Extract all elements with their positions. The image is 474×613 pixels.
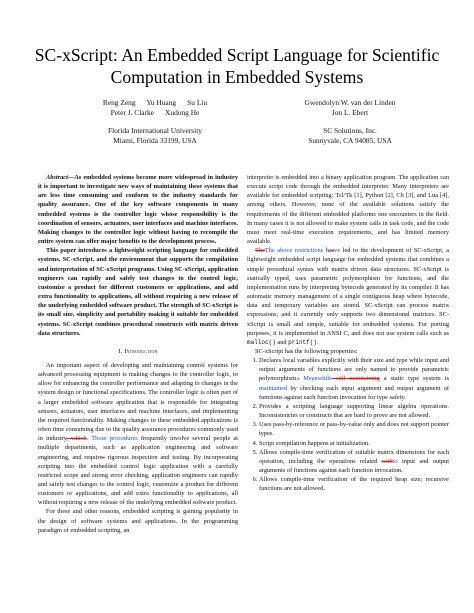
list-item: 2. Provides a scripting language supporting linear algebra operations. Inconsistencies or constructs that are hard to prove are not allowed.	[259, 402, 449, 420]
paper-title: SC-xScript: An Embedded Script Language for Scientific Computation in Embedded Systems	[34, 45, 440, 87]
authors-block-left	[60, 98, 250, 146]
inserted-text: to	[392, 457, 398, 465]
author-names-line2: Peter J. Clarke Xudong He	[110, 108, 200, 117]
authors-block-right	[270, 98, 430, 146]
text-run: rigorous inspection and testing. By incorporating scripting into the embedded control logic application with a carefully restricted scope and strong error checking, application engineers can rapidly and safely test changes to the control logic, customize a product for different customers or applications, and add extra functionality to applications, all without requiring a new release of the underlying embedded software product.	[38, 453, 238, 507]
affiliation-2-address: Sunnyvale, CA 94085, USA	[308, 136, 392, 145]
body-paragraph-1: interpreter is embedded into a binary application program. The application can execute script code through the embedded interpreter. Many interpreters are available for embedded scripting: Tcl/Tk [1], Python [2], Ch [3], and Lua [4], among others. However, none of the available solutions satisfy the requirements of the different embedded platforms one encounters in the field. In many cases it is not allowed to make system calls in task code, and the code must meet real-time execution requirements, and has limited memory available.	[247, 174, 449, 246]
text-run: .	[316, 338, 319, 346]
deleted-text: still maintaining	[331, 375, 380, 383]
deleted-text: s	[331, 247, 335, 255]
deleted-text: ,	[297, 375, 300, 383]
deleted-text: s	[102, 453, 105, 461]
deleted-text: with	[381, 457, 393, 465]
affiliation-2: SC Solutions, Inc.	[323, 126, 377, 135]
intro-paragraph-2: For these and other reasons, embedded scripting is gaining popularity in the design of software systems and applications. In the programming paradigm of embedded scripting, an	[38, 508, 238, 534]
left-column	[38, 173, 238, 535]
text-run: by checking each input argument and output argument of functions against each function invocation for type safety.	[259, 384, 449, 401]
inserted-text: Meanwhile	[299, 375, 332, 383]
code-malloc: malloc()	[247, 338, 276, 346]
inserted-text: maintained	[259, 384, 288, 392]
inserted-text: ve	[334, 247, 341, 255]
list-item: 6. Allows compile-time verification of the required heap size; recursive functions are not allowed.	[259, 475, 449, 493]
text-run: input and output arguments of functions against each function invocation.	[259, 457, 449, 474]
abstract-paragraph-1	[38, 173, 238, 246]
list-item: 3. Uses pass-by-reference or pass-by-value only and does not support pointer types.	[259, 420, 449, 438]
affiliation-1: Florida International University	[107, 126, 202, 135]
author-names-line2: Jon L. Ebert	[331, 108, 369, 117]
abstract-paragraph-2: This paper introduces a lightweight scripting language for embedded systems, SC-xScript, and the environment that supports the compilation and interpretation of SC-xScript programs. Using SC-xScript, application engineers can rapidly and safely test changes to the control logic, customize a product for different customers or applications, and add extra functionality to applications, all without requiring a new release of the underlying embedded software product. The strength of SC-xScript is its small size, simplicity and portability making it suitable for embedded systems. SC-xScript combines procedural constructs with matrix driven data structures.	[38, 247, 238, 337]
properties-intro: SC-xScript has the following properties:	[255, 347, 358, 355]
text-run: ha	[323, 247, 332, 255]
affiliation-1-address: Miami, Florida 33199, USA	[113, 136, 197, 145]
author-names-line1: Gwendolyn W. van der Linden	[304, 98, 396, 107]
text-run: and	[275, 338, 289, 346]
list-item	[259, 448, 449, 475]
text-run: An important aspect of developing and maintaining control systems for advanced processing equipment is making changes to the controller logic, to allow for enhancing the controller performance and adapting to changes in the system design or functional specifications. The controller logic is often part of a larger embedded software application that is responsible for integrating sensors, actuators, user interfaces and machine interfaces, and implementing the required functionality. Making changes to these embedded applications is often time consuming due to the quality assurance procedures commonly used in industry	[38, 361, 238, 443]
properties-list	[247, 356, 449, 493]
abstract-label: Abstract	[46, 174, 68, 181]
text-run: Allows compile-time verification of suitable matrix dimensions for each operation, including the operations related	[259, 448, 449, 465]
text-run: frequently involve several people at multiple departments, such as application engineering and software engineering, and require	[38, 435, 238, 461]
inserted-text: The above restrictions	[264, 247, 324, 255]
inserted-text: . Those procedures	[86, 435, 138, 443]
deleted-text: , which	[66, 435, 87, 443]
list-item: 4. Script compilation happens at initialization.	[259, 439, 449, 448]
section-heading-introduction: I. Introduction	[118, 347, 158, 355]
code-printf: printf()	[288, 338, 317, 346]
abstract-text: —As embedded systems become more widespread in industry it is important to investigate new ways of maintaining these systems that are less time consuming and conform to the industry standards for quality assurance. One of the key software components in many embedded systems is the controller logic whose responsibility is the coordination of sensors, actuators, user interfaces and machine interfaces. Making changes to the controller logic without having to recompile the entire system can offer major benefits to the development process.	[38, 174, 238, 246]
intro-paragraph-1	[38, 361, 238, 508]
author-names-line1: Reng Zeng Yu Huang Su Liu	[102, 98, 208, 107]
right-column	[247, 173, 449, 493]
text-run: Declares local variables explicitly with their size and type while input and output arguments of functions are only named to provide parametric polymorphism.	[259, 357, 449, 383]
list-item	[259, 356, 449, 402]
text-run: a static type system is	[379, 375, 449, 383]
deleted-text: The	[255, 247, 265, 255]
text-run: led to the development of SC-xScript, a lightweight embedded script language for embedded systems that combines a simple procedural syntax with matrix driven data structures. SC-xScript is statically typed, uses parametric polymorphism for functions, and the implementation runs by interpreting bytecode generated by its compiler. It has automatic memory management of a single contiguous heap where bytecode, data and temporary variables are stored. SC-xScript can process matrix expressions, and it currently only supports two dimensional matrices. SC-xScript is small and simple, suitable for embedded systems. For porting purposes, it is implemented in ANSI C, and does not use system calls such as	[247, 247, 450, 337]
body-paragraph-2	[247, 246, 449, 347]
